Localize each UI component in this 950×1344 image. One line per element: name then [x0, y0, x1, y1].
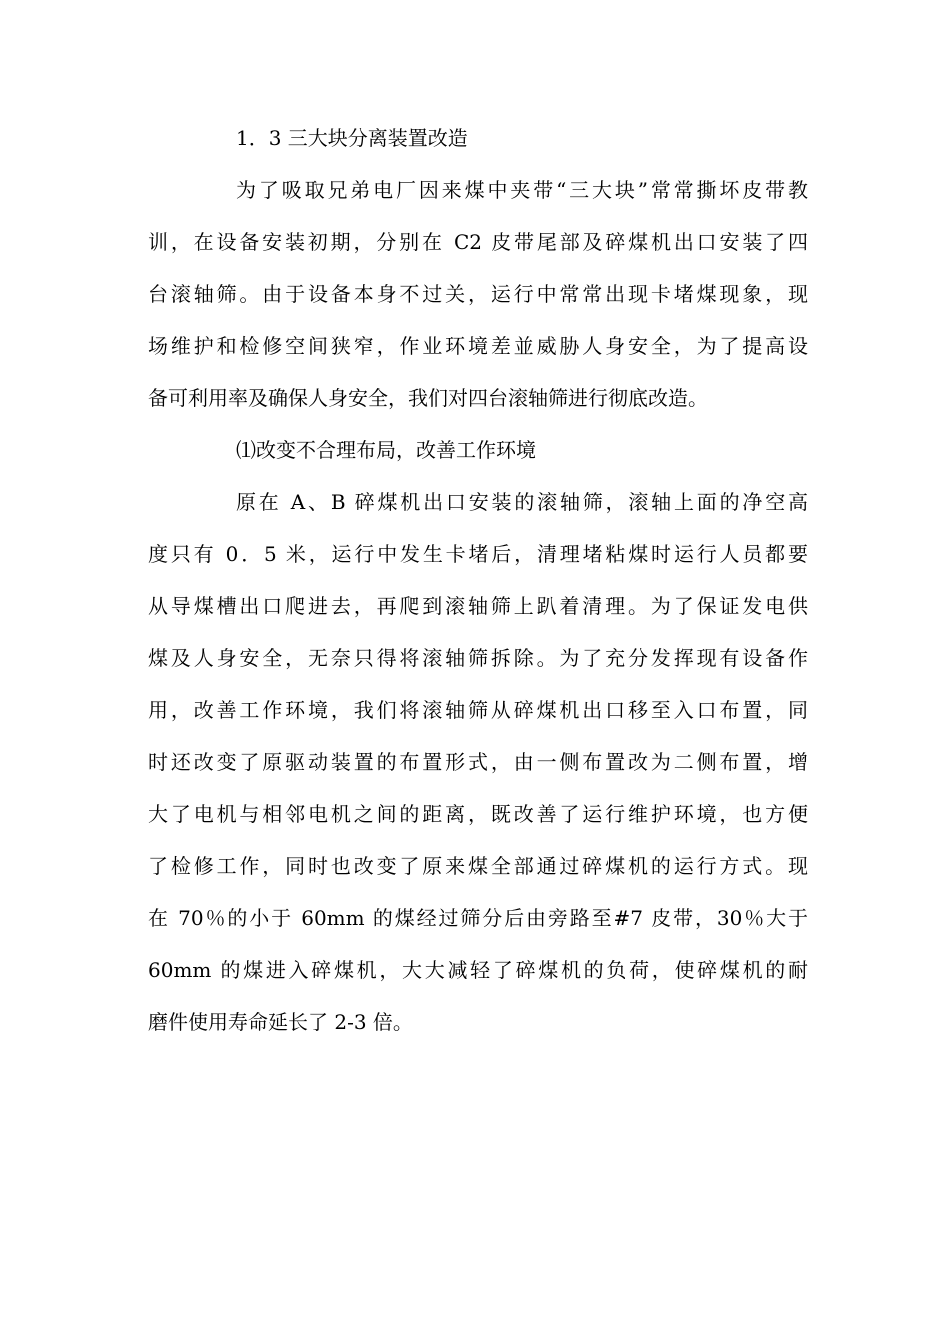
- paragraph-line: 训，在设备安装初期，分别在 C2 皮带尾部及碎煤机出口安装了四: [148, 230, 808, 254]
- paragraph-line: 原在 A、B 碎煤机出口安装的滚轴筛，滚轴上面的净空高: [236, 490, 808, 514]
- subheading: ⑴改变不合理布局，改善工作环境: [236, 438, 536, 462]
- paragraph-line: 大了电机与相邻电机之间的距离，既改善了运行维护环境，也方便: [148, 802, 808, 826]
- paragraph-line: 60mm 的煤进入碎煤机，大大减轻了碎煤机的负荷，使碎煤机的耐: [148, 958, 808, 982]
- paragraph-line: 从导煤槽出口爬进去，再爬到滚轴筛上趴着清理。为了保证发电供: [148, 594, 808, 618]
- paragraph-line: 台滚轴筛。由于设备本身不过关，运行中常常出现卡堵煤现象，现: [148, 282, 808, 306]
- paragraph-line: 了检修工作，同时也改变了原来煤全部通过碎煤机的运行方式。现: [148, 854, 808, 878]
- paragraph-line: 用，改善工作环境，我们将滚轴筛从碎煤机出口移至入口布置，同: [148, 698, 808, 722]
- paragraph-line: 为了吸取兄弟电厂因来煤中夹带“三大块”常常撕坏皮带教: [236, 178, 808, 202]
- paragraph-line: 在 70％的小于 60mm 的煤经过筛分后由旁路至#7 皮带，30％大于: [148, 906, 808, 930]
- paragraph-line: 时还改变了原驱动装置的布置形式，由一侧布置改为二侧布置，增: [148, 750, 808, 774]
- paragraph-line: 场维护和检修空间狭窄，作业环境差並威胁人身安全，为了提高设: [148, 334, 808, 358]
- section-heading: 1．3 三大块分离装置改造: [236, 126, 468, 150]
- paragraph-line: 度只有 0．5 米，运行中发生卡堵后，清理堵粘煤时运行人员都要: [148, 542, 808, 566]
- paragraph-line: 煤及人身安全，无奈只得将滚轴筛拆除。为了充分发挥现有设备作: [148, 646, 808, 670]
- paragraph-line: 磨件使用寿命延长了 2-3 倍。: [148, 1010, 413, 1034]
- paragraph-line: 备可利用率及确保人身安全，我们对四台滚轴筛进行彻底改造。: [148, 386, 708, 410]
